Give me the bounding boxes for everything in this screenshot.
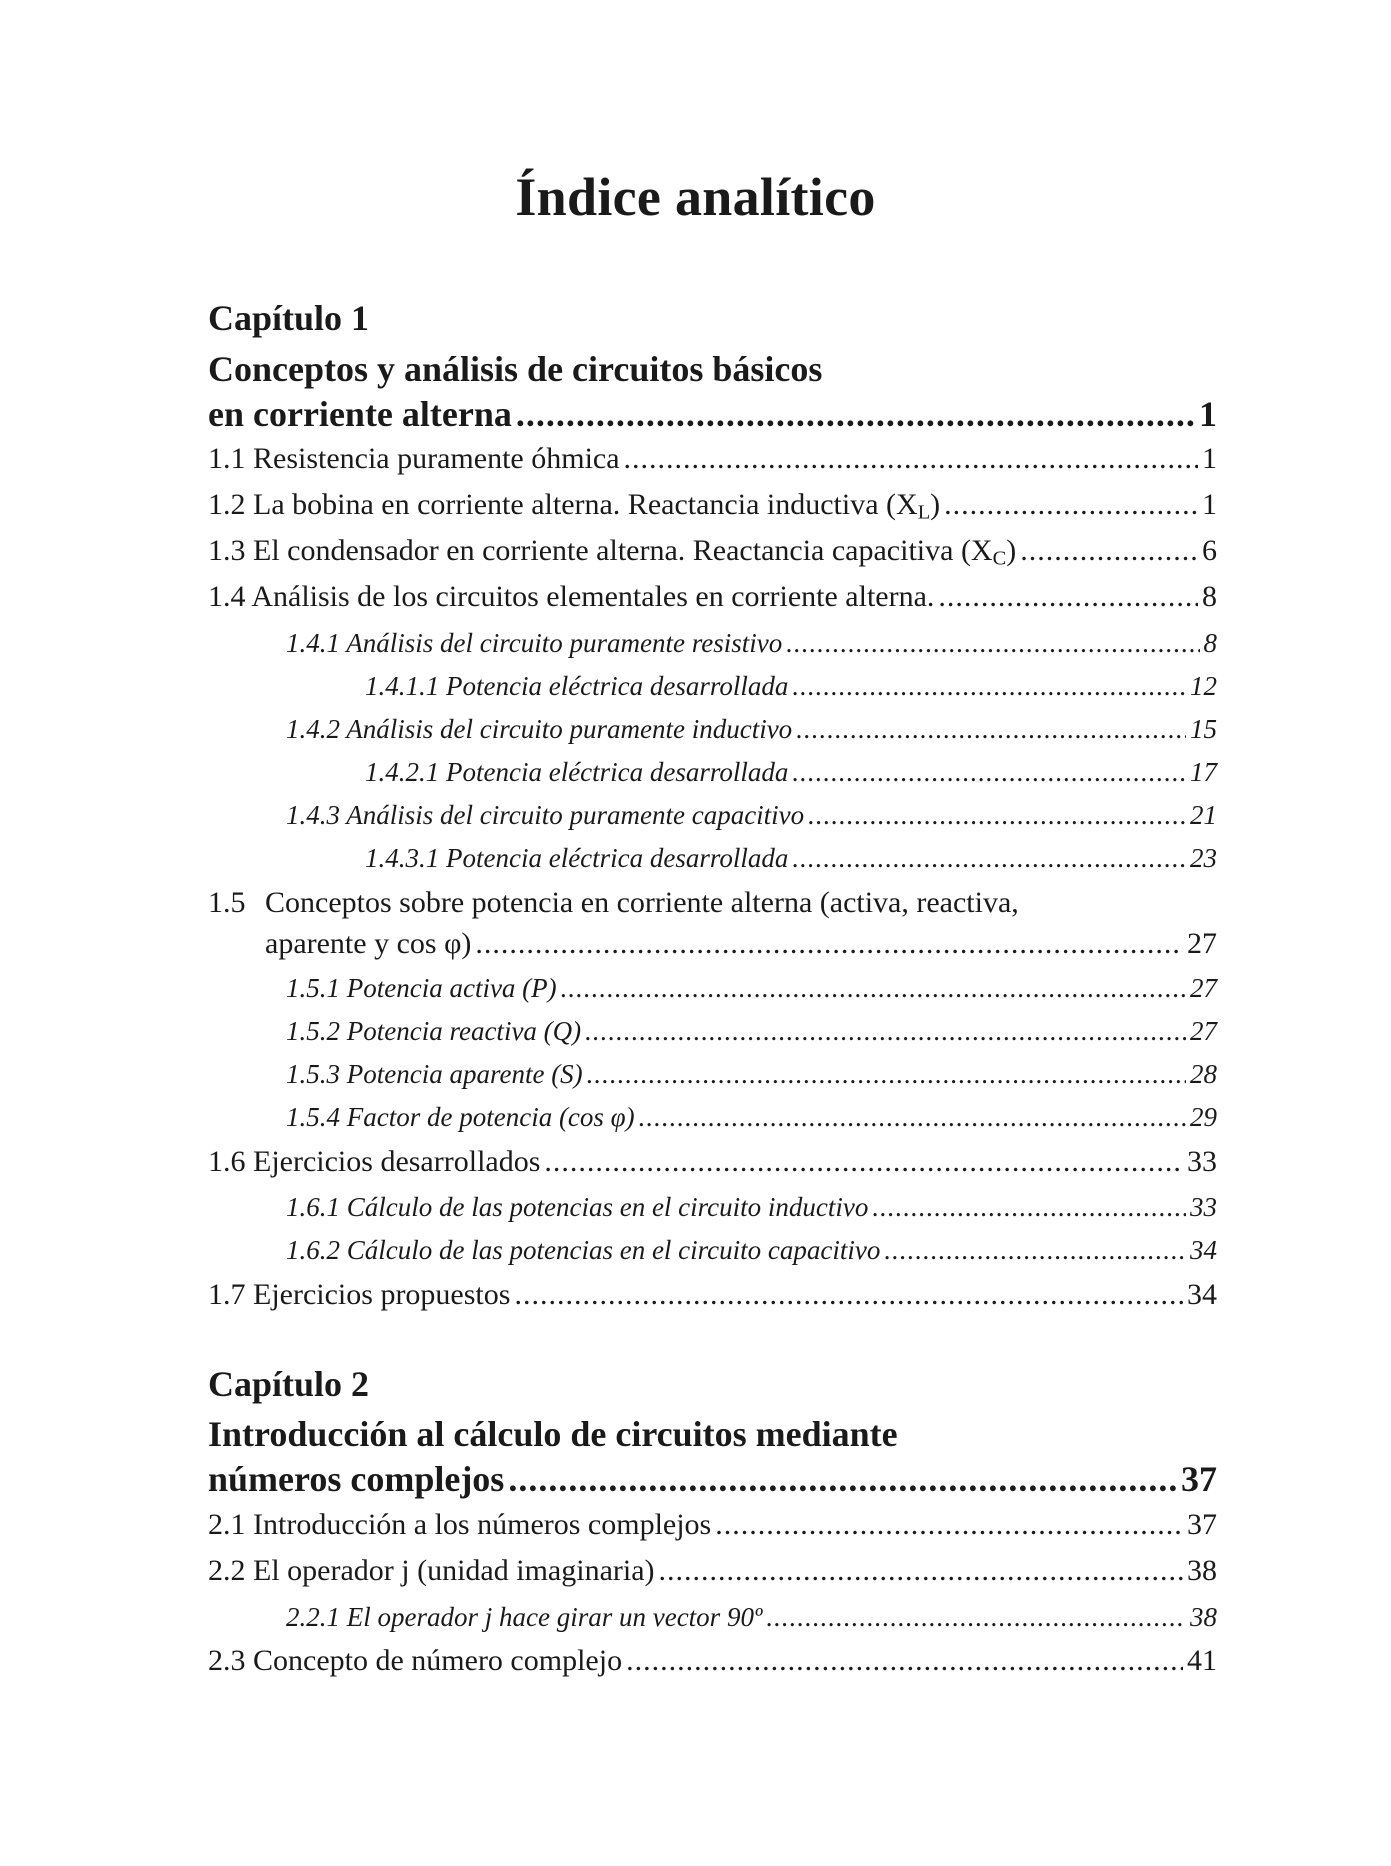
toc-entry-1-4-3-1[interactable]: [365, 845, 1217, 872]
entry-title: 1.3 El condensador en corriente alterna. Reactancia capacitiva $(X_C)$: [208, 534, 1017, 570]
dot-leader: [808, 802, 1186, 829]
dot-leader: [544, 1147, 1183, 1177]
chapter-1-title-line1: Conceptos y análisis de circuitos básicos: [208, 349, 823, 389]
toc-entry-1-5-1[interactable]: [286, 975, 1217, 1002]
toc-entry-1-4-1[interactable]: [286, 630, 1217, 657]
entry-title: 1.4.3 Análisis del circuito puramente capacitivo: [286, 800, 805, 830]
toc-entry-1-5-4[interactable]: [286, 1104, 1217, 1131]
dot-leader: [792, 759, 1186, 786]
dot-leader: [508, 1461, 1177, 1497]
chapter-1-label: Capítulo 1: [208, 298, 370, 338]
dot-leader: [786, 630, 1199, 657]
entry-title: 1.5.4 Factor de potencia (cos φ): [286, 1102, 635, 1132]
entry-title-continued: aparente y cos φ): [265, 927, 472, 960]
dot-leader: [792, 845, 1186, 872]
page-number: 41: [1187, 1644, 1217, 1677]
page-number: 33: [1187, 1145, 1217, 1178]
dot-leader: [514, 1280, 1183, 1310]
toc-entry-1-4-3[interactable]: [286, 802, 1217, 829]
entry-title: 2.2 El operador j (unidad imaginaria): [208, 1554, 655, 1587]
entry-title: 1.6.1 Cálculo de las potencias en el circuito inductivo: [286, 1192, 869, 1222]
page-number: 27: [1190, 1016, 1217, 1046]
entry-title: 1.6.2 Cálculo de las potencias en el circuito capacitivo: [286, 1235, 881, 1265]
entry-title: 1.5.1 Potencia activa (P): [286, 973, 557, 1003]
toc-entry-2-2-1[interactable]: [286, 1604, 1217, 1631]
page-number: 37: [1181, 1459, 1217, 1499]
toc-entry-1-3[interactable]: [208, 534, 1217, 570]
dot-leader: [792, 673, 1186, 700]
toc-entry-1-5-line1[interactable]: [208, 888, 1019, 918]
dot-leader: [639, 1104, 1186, 1131]
page-number: 1: [1202, 488, 1217, 521]
dot-leader: [561, 975, 1186, 1002]
chapter-2-label: Capítulo 2: [208, 1364, 370, 1404]
entry-title: 2.3 Concepto de número complejo: [208, 1644, 623, 1677]
entry-title: 1.4.3.1 Potencia eléctrica desarrollada: [365, 843, 789, 873]
chapter-1-title-line2: en corriente alterna: [208, 394, 512, 434]
entry-title: 1.4.1 Análisis del circuito puramente resistivo: [286, 628, 783, 658]
chapter-2-title-line1: Introducción al cálculo de circuitos mediante: [208, 1414, 898, 1454]
dot-leader: [938, 582, 1198, 612]
page-number: 38: [1187, 1554, 1217, 1587]
toc-entry-1-5-3[interactable]: [286, 1061, 1217, 1088]
entry-title: 1.7 Ejercicios propuestos: [208, 1278, 511, 1311]
page-number: 29: [1190, 1102, 1217, 1132]
page-number: 38: [1190, 1602, 1217, 1632]
toc-entry-1-6[interactable]: [208, 1147, 1217, 1177]
dot-leader: [944, 490, 1198, 520]
dot-leader: [585, 1018, 1186, 1045]
toc-entry-2-1[interactable]: [208, 1510, 1217, 1540]
toc-entry-1-6-2[interactable]: [286, 1237, 1217, 1264]
entry-title: Conceptos sobre potencia en corriente alterna (activa, reactiva,: [265, 886, 1019, 919]
page-number: 28: [1190, 1059, 1217, 1089]
page-number: 8: [1203, 628, 1217, 658]
toc-entry-1-4[interactable]: [208, 582, 1217, 612]
chapter-2-title-line2: números complejos: [208, 1459, 505, 1499]
entry-title: 1.2 La bobina en corriente alterna. Reactancia inductiva $(X_L)$: [208, 488, 941, 524]
toc-entry-1-7[interactable]: [208, 1280, 1217, 1310]
entry-title: 1.4 Análisis de los circuitos elementales en corriente alterna.: [208, 580, 935, 613]
entry-title: 1.4.1.1 Potencia eléctrica desarrollada: [365, 671, 789, 701]
dot-leader: [715, 1510, 1183, 1540]
entry-title: 1.5.3 Potencia aparente (S): [286, 1059, 583, 1089]
page-number: 33: [1190, 1192, 1217, 1222]
dot-leader: [884, 1237, 1186, 1264]
toc-entry-1-1[interactable]: [208, 444, 1217, 474]
toc-entry-1-5-2[interactable]: [286, 1018, 1217, 1045]
entry-title: 2.2.1 El operador j hace girar un vector 90º: [286, 1602, 763, 1632]
toc-entry-1-2[interactable]: [208, 488, 1217, 524]
toc-entry-1-5-line2[interactable]: [265, 929, 1217, 959]
dot-leader: [1020, 536, 1198, 566]
toc-entry-1-4-2-1[interactable]: [365, 759, 1217, 786]
chapter-1-title-entry[interactable]: [208, 396, 1217, 432]
entry-number: 1.5: [208, 886, 246, 919]
entry-title: 1.1 Resistencia puramente óhmica: [208, 442, 620, 475]
page-title: Índice analítico: [515, 167, 876, 227]
page-number: 34: [1187, 1278, 1217, 1311]
dot-leader: [659, 1556, 1183, 1586]
entry-title: 1.4.2 Análisis del circuito puramente inductivo: [286, 714, 793, 744]
dot-leader: [872, 1194, 1186, 1221]
entry-title: 2.1 Introducción a los números complejos: [208, 1508, 712, 1541]
entry-title: 1.4.2.1 Potencia eléctrica desarrollada: [365, 757, 789, 787]
page-number: 37: [1187, 1508, 1217, 1541]
dot-leader: [587, 1061, 1186, 1088]
page-number: 15: [1190, 714, 1217, 744]
entry-title: 1.6 Ejercicios desarrollados: [208, 1145, 541, 1178]
page-number: 17: [1190, 757, 1217, 787]
page-number: 1: [1202, 442, 1217, 475]
page-number: 1: [1199, 394, 1217, 434]
page-number: 34: [1190, 1235, 1217, 1265]
page-number: 23: [1190, 843, 1217, 873]
page-number: 27: [1187, 927, 1217, 960]
page-number: 8: [1202, 580, 1217, 613]
page-number: 12: [1190, 671, 1217, 701]
dot-leader: [475, 929, 1183, 959]
dot-leader: [624, 444, 1198, 474]
toc-entry-1-4-1-1[interactable]: [365, 673, 1217, 700]
dot-leader: [626, 1646, 1183, 1676]
page-number: 6: [1202, 534, 1217, 567]
toc-entry-2-3[interactable]: [208, 1646, 1217, 1676]
toc-entry-1-6-1[interactable]: [286, 1194, 1217, 1221]
dot-leader: [516, 396, 1195, 432]
toc-entry-1-4-2[interactable]: [286, 716, 1217, 743]
dot-leader: [766, 1604, 1186, 1631]
page-number: 21: [1190, 800, 1217, 830]
entry-title: 1.5.2 Potencia reactiva (Q): [286, 1016, 582, 1046]
chapter-2-title-entry[interactable]: [208, 1461, 1217, 1497]
page-number: 27: [1190, 973, 1217, 1003]
dot-leader: [796, 716, 1186, 743]
toc-entry-2-2[interactable]: [208, 1556, 1217, 1586]
